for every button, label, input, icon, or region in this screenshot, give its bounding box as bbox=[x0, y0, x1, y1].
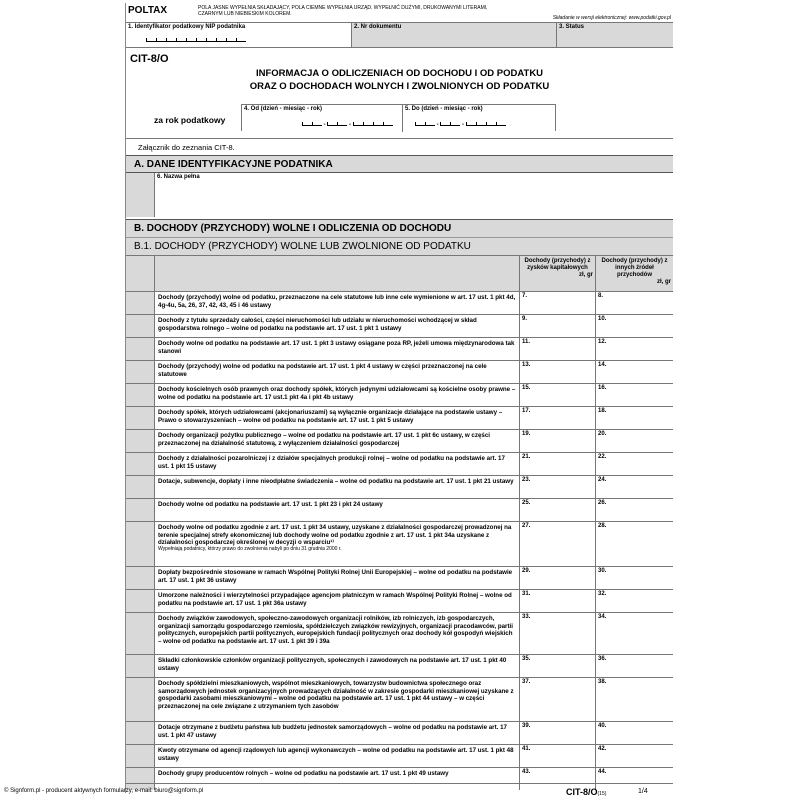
row-description-text: Kwoty otrzymane od agencji rządowych lub agencji wykonawczych – wolne od podatku na podstawie art. 17 ust. 1 pkt 48 ustawy bbox=[158, 747, 514, 762]
other-sources-input[interactable]: 40. bbox=[595, 722, 673, 744]
row-description-text: Dotacje, subwencje, dopłaty i inne nieodpłatne świadczenia – wolne od podatku na podstawie art. 17 ust. 1 pkt 21 ustawy bbox=[158, 478, 514, 485]
table-row bbox=[126, 314, 673, 337]
row-description bbox=[154, 655, 519, 677]
capital-gains-column bbox=[519, 256, 595, 292]
row-description-text: Umorzone należności i wierzytelności przypadające agencjom płatniczym w ramach Wspólnej Polityki Rolnej – wolne od podatku na podstawie art. 17 ust. 1 pkt 36a ustawy bbox=[158, 592, 512, 607]
capital-gains-input[interactable]: 23. bbox=[519, 476, 595, 498]
other-sources-input[interactable]: 42. bbox=[595, 745, 673, 767]
nip-label: 1. Identyfikator podatkowy NIP podatnika bbox=[128, 24, 246, 30]
table-row bbox=[126, 654, 673, 677]
capital-gains-input[interactable]: 41. bbox=[519, 745, 595, 767]
table-row bbox=[126, 589, 673, 612]
other-sources-input[interactable]: 12. bbox=[595, 338, 673, 360]
other-sources-input[interactable]: 36. bbox=[595, 655, 673, 677]
capital-gains-input[interactable]: 11. bbox=[519, 338, 595, 360]
other-sources-input[interactable]: 24. bbox=[595, 476, 673, 498]
other-sources-input[interactable]: 16. bbox=[595, 384, 673, 406]
row-description-text: Dochody z tytułu sprzedaży całości, części nieruchomości lub udziału w nieruchomości wchodzącej w skład gospodarstwa rolnego – wolne od podatku na podstawie art. 17 ust. 1 pkt 1 ustawy bbox=[158, 317, 477, 332]
row-description-text: Dochody spółek, których udziałowcami (akcjonariuszami) są wyłącznie organizacje działające na podstawie ustawy – Prawo o stowarzyszeniach – wolne od podatku na podstawie art. 17 ust. 1 pkt 5 ustawy bbox=[158, 409, 503, 424]
row-description bbox=[154, 745, 519, 767]
row-description-text: Dochody organizacji pożytku publicznego – wolne od podatku na podstawie art. 17 ust. 1 pkt 6c ustawy, w części przeznaczonej na działalność statutową, z wyłączeniem działalności gospodarczej bbox=[158, 432, 491, 447]
status-label: 3. Status bbox=[559, 24, 585, 30]
row-description bbox=[154, 722, 519, 744]
table-row bbox=[126, 612, 673, 654]
row-description-text: Dochody wolne od podatku zgodnie z art. 17 ust. 1 pkt 34 ustawy, uzyskane z działalności gospodarczej prowadzonej na terenie specjalnej strefy ekonomicznej lub dochody wolne od podatku zgodnie z art. 17 ust. 1 pkt 34a uzyskane z działalności gospodarczej określonej w decyzji o wsparciu¹⁾ bbox=[158, 524, 512, 547]
table-row bbox=[126, 566, 673, 589]
section-b-header: B. DOCHODY (PRZYCHODY) WOLNE I ODLICZENIA OD DOCHODU bbox=[126, 219, 673, 237]
capital-gains-input[interactable]: 31. bbox=[519, 590, 595, 612]
row-description bbox=[154, 453, 519, 475]
instruction-text: POLA JASNE WYPEŁNIA SKŁADAJĄCY, POLA CIEMNE WYPEŁNIA URZĄD. WYPEŁNIĆ DUŻYMI, DRUKOWANYMI LITERAMI, CZARNYM LUB NIEBIESKIM KOLOREM. bbox=[198, 5, 488, 17]
header-fields-row bbox=[126, 22, 673, 48]
full-name-field[interactable] bbox=[154, 173, 673, 217]
capital-gains-header: Dochody (przychody) z zysków kapitałowych bbox=[524, 258, 591, 271]
capital-gains-input[interactable]: 39. bbox=[519, 722, 595, 744]
period-from-label: 4. Od (dzień - miesiąc - rok) bbox=[244, 106, 323, 112]
other-sources-column bbox=[595, 256, 673, 292]
capital-gains-input[interactable]: 29. bbox=[519, 567, 595, 589]
table-row bbox=[126, 360, 673, 383]
other-sources-input[interactable]: 20. bbox=[595, 430, 673, 452]
form-code: CIT-8/O bbox=[130, 53, 169, 65]
brand-label: POLTAX bbox=[128, 5, 168, 16]
row-description bbox=[154, 678, 519, 721]
table-row bbox=[126, 677, 673, 721]
period-fields bbox=[241, 104, 556, 131]
other-sources-input[interactable]: 18. bbox=[595, 407, 673, 429]
table-row bbox=[126, 498, 673, 521]
section-a-header: A. DANE IDENTYFIKACYJNE PODATNIKA bbox=[126, 155, 673, 173]
other-sources-input[interactable]: 44. bbox=[595, 768, 673, 790]
row-description bbox=[154, 384, 519, 406]
title-line-1: INFORMACJA O ODLICZENIACH OD DOCHODU I OD PODATKU bbox=[255, 68, 544, 79]
row-description-text: Dochody wolne od podatku na podstawie art. 17 ust. 1 pkt 23 i pkt 24 ustawy bbox=[158, 501, 383, 508]
capital-gains-input[interactable]: 43. bbox=[519, 768, 595, 790]
row-description bbox=[154, 430, 519, 452]
other-sources-input[interactable]: 30. bbox=[595, 567, 673, 589]
document-number-field bbox=[351, 23, 556, 47]
desc-column-header bbox=[154, 256, 519, 292]
table-row bbox=[126, 521, 673, 566]
capital-gains-input[interactable]: 35. bbox=[519, 655, 595, 677]
status-field bbox=[556, 23, 673, 47]
row-description bbox=[154, 292, 519, 314]
other-sources-input[interactable]: 32. bbox=[595, 590, 673, 612]
document-number-label: 2. Nr dokumentu bbox=[354, 24, 402, 30]
form-title bbox=[126, 67, 673, 93]
other-sources-input[interactable]: 8. bbox=[595, 292, 673, 314]
other-sources-input[interactable]: 14. bbox=[595, 361, 673, 383]
section-b1-header: B.1. DOCHODY (PRZYCHODY) WOLNE LUB ZWOLNIONE OD PODATKU bbox=[126, 237, 673, 255]
capital-gains-input[interactable]: 27. bbox=[519, 522, 595, 566]
other-sources-input[interactable]: 38. bbox=[595, 678, 673, 721]
period-from-boxes: - - bbox=[302, 122, 393, 129]
table-row bbox=[126, 291, 673, 314]
page-number: 1/4 bbox=[638, 788, 648, 795]
row-description-text: Składki członkowskie członków organizacji politycznych, społecznych i zawodowych na podstawie art. 17 ust. 1 pkt 40 ustawy bbox=[158, 657, 507, 672]
row-description-text: Dochody (przychody) wolne od podatku na podstawie art. 17 ust. 1 pkt 4 ustawy w części przeznaczonej na cele statutowe bbox=[158, 363, 487, 378]
columns-header bbox=[126, 255, 673, 291]
title-line-2: ORAZ O DOCHODACH WOLNYCH I ZWOLNIONYCH OD PODATKU bbox=[249, 81, 550, 92]
row-description-text: Dopłaty bezpośrednie stosowane w ramach Wspólnej Polityki Rolnej Unii Europejskiej – wolne od podatku na podstawie art. 17 ust. 1 pkt 36 ustawy bbox=[158, 569, 513, 584]
table-row bbox=[126, 406, 673, 429]
table-row bbox=[126, 475, 673, 498]
nip-boxes bbox=[146, 38, 246, 45]
row-description bbox=[154, 338, 519, 360]
row-description bbox=[154, 315, 519, 337]
other-sources-input[interactable]: 22. bbox=[595, 453, 673, 475]
nip-field[interactable] bbox=[126, 23, 351, 47]
capital-gains-input[interactable]: 37. bbox=[519, 678, 595, 721]
row-description bbox=[154, 499, 519, 521]
footer-code: CIT-8/O bbox=[566, 787, 598, 797]
table-row bbox=[126, 721, 673, 744]
other-sources-input[interactable]: 34. bbox=[595, 613, 673, 654]
row-description-text: Dochody z działalności pozarolniczej i z działów specjalnych produkcji rolnej – wolne od podatku na podstawie art. 17 ust. 1 pkt 15 ustawy bbox=[158, 455, 505, 470]
row-description bbox=[154, 476, 519, 498]
footer-credit: © Signform.pl - producent aktywnych formularzy, e-mail: biuro@signform.pl bbox=[4, 788, 204, 794]
table-row bbox=[126, 452, 673, 475]
other-sources-currency: zł, gr bbox=[656, 279, 671, 285]
row-description bbox=[154, 361, 519, 383]
capital-gains-input[interactable]: 17. bbox=[519, 407, 595, 429]
attachment-note: Załącznik do zeznania CIT-8. bbox=[126, 138, 673, 156]
capital-gains-currency: zł, gr bbox=[578, 272, 593, 278]
row-description bbox=[154, 613, 519, 654]
other-sources-input[interactable]: 28. bbox=[595, 522, 673, 566]
capital-gains-input[interactable]: 9. bbox=[519, 315, 595, 337]
table-row bbox=[126, 429, 673, 452]
other-sources-input[interactable]: 10. bbox=[595, 315, 673, 337]
row-description-text: Dochody grupy producentów rolnych – wolne od podatku na podstawie art. 17 ust. 1 pkt 49 ustawy bbox=[158, 770, 449, 777]
row-description bbox=[154, 407, 519, 429]
row-description-text: Dochody (przychody) wolne od podatku, przeznaczone na cele statutowe lub inne cele wymienione w art. 17 ust. 1 pkt 4d, 4g-4u, 5a, 26, 37, 42, 43, 45 i 46 ustawy bbox=[158, 294, 516, 309]
footer-form-code bbox=[566, 787, 606, 797]
capital-gains-input[interactable]: 7. bbox=[519, 292, 595, 314]
electronic-note: Składanie w wersji elektronicznej: www.podatki.gov.pl bbox=[552, 15, 671, 21]
row-note: Wypełniają podatnicy, którzy prawo do zwolnienia nabyli po dniu 31 grudnia 2000 r. bbox=[158, 545, 342, 552]
row-description bbox=[154, 567, 519, 589]
period-to-field[interactable] bbox=[402, 105, 557, 132]
row-description-text: Dochody związków zawodowych, społeczno-zawodowych organizacji rolników, izb rolniczych, izb gospodarczych, organizacji samorządu gospodarczego rzemiosła, spółdzielczych związków rewizyjnych, organizacji pracodawców, partii politycznych, europejskich partii politycznych, europejskich fundacji politycznych oraz dochody kół gospodyń wiejskich – wolne od podatku na podstawie art. 17 ust. 1 pkt 39 i 39a bbox=[158, 615, 513, 645]
row-description-text: Dochody spółdzielni mieszkaniowych, wspólnot mieszkaniowych, towarzystw budownictwa społecznego oraz samorządowych jednostek organizacyjnych prowadzących działalność w zakresie gospodarki mieszkaniowej uzyskane z gospodarki zasobami mieszkaniowymi – wolne od podatku na podstawie art. 17 ust. 1 pkt 44 ustawy – w części przeznaczonej na cele związane z utrzymaniem tych zasobów bbox=[158, 680, 514, 710]
row-description-text: Dochody wolne od podatku na podstawie art. 17 ust. 1 pkt 3 ustawy osiągane poza RP, jeżeli umowa międzynarodowa tak stanowi bbox=[158, 340, 515, 355]
capital-gains-input[interactable]: 33. bbox=[519, 613, 595, 654]
table-row bbox=[126, 744, 673, 767]
row-description bbox=[154, 768, 519, 790]
row-description bbox=[154, 522, 519, 566]
period-to-boxes: - - bbox=[415, 122, 506, 129]
period-to-label: 5. Do (dzień - miesiąc - rok) bbox=[405, 106, 483, 112]
row-description-text: Dotacje otrzymane z budżetu państwa lub budżetu jednostek samorządowych – wolne od podatku na podstawie art. 17 ust. 1 pkt 47 ustawy bbox=[158, 724, 507, 739]
footer bbox=[4, 783, 673, 797]
capital-gains-input[interactable]: 13. bbox=[519, 361, 595, 383]
capital-gains-input[interactable]: 25. bbox=[519, 499, 595, 521]
full-name-label: 6. Nazwa pełna bbox=[157, 174, 200, 180]
capital-gains-input[interactable]: 19. bbox=[519, 430, 595, 452]
table-row bbox=[126, 383, 673, 406]
other-sources-header: Dochody (przychody) z innych źródeł przychodów bbox=[601, 258, 668, 278]
capital-gains-input[interactable]: 15. bbox=[519, 384, 595, 406]
capital-gains-input[interactable]: 21. bbox=[519, 453, 595, 475]
tax-year-label: za rok podatkowy bbox=[154, 115, 226, 125]
row-description bbox=[154, 590, 519, 612]
section-a-body bbox=[126, 173, 673, 217]
period-from-field[interactable] bbox=[242, 105, 402, 132]
other-sources-input[interactable]: 26. bbox=[595, 499, 673, 521]
table-row bbox=[126, 337, 673, 360]
footer-version: (15) bbox=[597, 791, 607, 797]
row-description-text: Dochody kościelnych osób prawnych oraz dochody spółek, których jedynymi udziałowcami są kościelne osoby prawne – wolne od podatku na podstawie art. 17 ust.1 pkt 4a i pkt 4b ustawy bbox=[158, 386, 516, 401]
tax-form bbox=[4, 3, 672, 797]
